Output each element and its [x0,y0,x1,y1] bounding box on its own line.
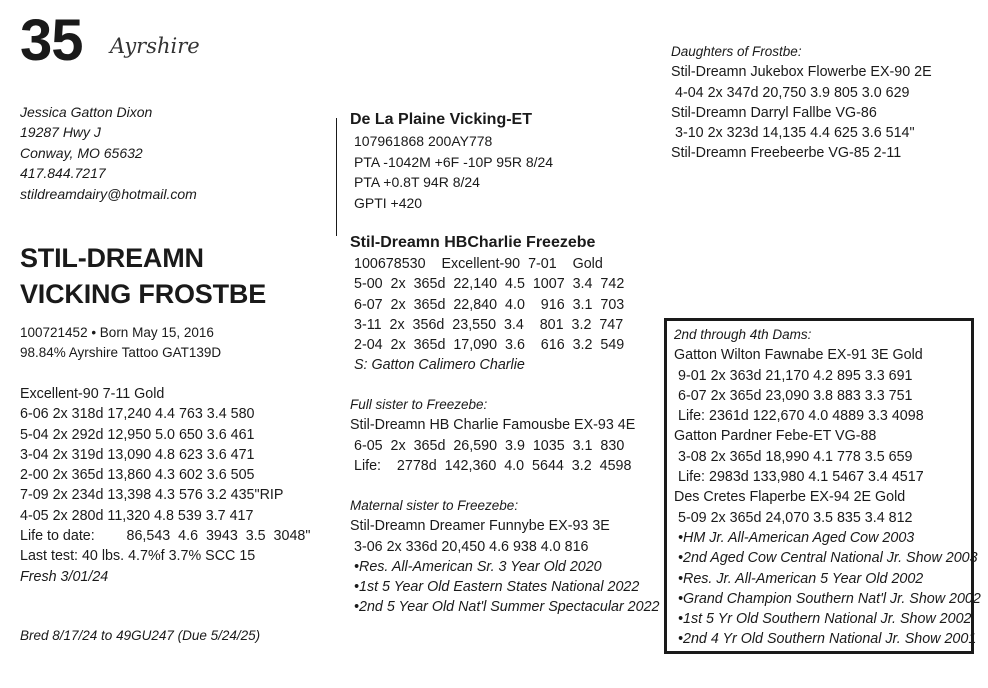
cow-life-to-date: Life to date: 86,543 4.6 3943 3.5 3048" [20,528,311,545]
dam-record-row: 3-11 2x 356d 23,550 3.4 801 3.2 747 [354,316,624,333]
sire-name: De La Plaine Vicking-ET [350,111,532,128]
full-sister-record: 6-05 2x 365d 26,590 3.9 1035 3.1 830 [354,437,625,454]
ancestor-dam-name: Des Cretes Flaperbe EX-94 2E Gold [674,489,906,506]
cow-last-test: Last test: 40 lbs. 4.7%f 3.7% SCC 15 [20,548,256,565]
ancestor-dam-name: Gatton Pardner Febe-ET VG-88 [674,428,877,445]
sire-divider [336,118,337,236]
cow-name-line1: STIL-DREAMN [20,243,204,273]
maternal-sister-honor: •Res. All-American Sr. 3 Year Old 2020 [354,558,602,575]
maternal-sister-honor: •1st 5 Year Old Eastern States National 2022 [354,579,640,596]
ancestor-dam-record: 9-01 2x 363d 21,170 4.2 895 3.3 691 [678,367,913,384]
maternal-sister-heading: Maternal sister to Freezebe: [350,498,519,513]
cow-bred-info: Bred 8/17/24 to 49GU247 (Due 5/24/25) [20,628,261,643]
ancestor-dam-honor: •HM Jr. All-American Aged Cow 2003 [678,529,915,546]
dams-box-content [674,325,981,650]
ancestor-dam-honor: •2nd 4 Yr Old Southern National Jr. Show 2001 [678,631,977,648]
sire-info-line: GPTI +420 [354,194,423,211]
cow-record-row: 4-05 2x 280d 11,320 4.8 539 3.7 417 [20,507,254,524]
sire-info-line: PTA +0.8T 94R 8/24 [354,174,480,190]
ancestor-dam-honor: •2nd Aged Cow Central National Jr. Show 2003 [678,550,978,567]
lot-number: 35 [20,8,83,73]
daughter-record: 3-10 2x 323d 14,135 4.4 625 3.6 514" [675,125,915,142]
ancestor-dam-honor: •Grand Champion Southern Nat'l Jr. Show 2002 [678,590,981,607]
owner-address: 19287 Hwy J [20,124,101,141]
full-sister-heading: Full sister to Freezebe: [350,397,488,412]
cow-name [20,240,266,312]
cow-name-line2: VICKING FROSTBE [20,279,267,309]
ancestor-dam-record: 3-08 2x 365d 18,990 4.1 778 3.5 659 [678,448,913,465]
full-sister-name: Stil-Dreamn HB Charlie Famousbe EX-93 4E [350,417,636,434]
daughter-record: 4-04 2x 347d 20,750 3.9 805 3.0 629 [675,84,910,101]
dam-id-line: 100678530 Excellent-90 7-01 Gold [354,256,603,272]
dams-box-heading: 2nd through 4th Dams: [674,327,812,342]
cow-record-row: 2-00 2x 365d 13,860 4.3 602 3.6 505 [20,467,255,484]
daughter-name: Stil-Dreamn Jukebox Flowerbe EX-90 2E [671,64,932,81]
daughter-name: Stil-Dreamn Darryl Fallbe VG-86 [671,104,877,121]
ancestor-dam-name: Gatton Wilton Fawnabe EX-91 3E Gold [674,347,923,364]
maternal-sister-record: 3-06 2x 336d 20,450 4.6 938 4.0 816 [354,538,589,555]
owner-name: Jessica Gatton Dixon [20,104,153,120]
dam-record-row: 5-00 2x 365d 22,140 4.5 1007 3.4 742 [354,276,625,293]
sire-info-line: PTA -1042M +6F -10P 95R 8/24 [354,153,554,170]
dam-record-row: 2-04 2x 365d 17,090 3.6 616 3.2 549 [354,337,625,354]
cow-record-row: 6-06 2x 318d 17,240 4.4 763 3.4 580 [20,406,255,423]
dam-record-row: 6-07 2x 365d 22,840 4.0 916 3.1 703 [354,296,625,313]
daughter-name: Stil-Dreamn Freebeerbe VG-85 2-11 [671,145,902,162]
maternal-sister-name: Stil-Dreamn Dreamer Funnybe EX-93 3E [350,518,610,535]
ancestor-dam-record: Life: 2361d 122,670 4.0 4889 3.3 4098 [678,408,924,425]
owner-phone: 417.844.7217 [20,165,106,182]
cow-fresh-date: Fresh 3/01/24 [20,568,109,585]
ancestor-dam-honor: •1st 5 Yr Old Southern National Jr. Show 2002 [678,611,972,628]
sire-info-line: 107961868 200AY778 [354,133,493,149]
dam-block [350,232,624,376]
dam-sire-line: S: Gatton Calimero Charlie [354,357,525,374]
dam-name: Stil-Dreamn HBCharlie Freezebe [350,234,596,251]
owner-contact [20,102,197,204]
full-sister-block [350,395,635,476]
daughters-block [671,42,932,164]
full-sister-record: Life: 2778d 142,360 4.0 5644 3.2 4598 [354,457,632,474]
owner-city: Conway, MO 65632 [20,144,143,161]
maternal-sister-honor: •2nd 5 Year Old Nat'l Summer Spectacular 2022 [354,599,660,616]
cow-records-block [20,384,310,587]
cow-breed-line: 98.84% Ayrshire Tattoo GAT139D [20,345,222,361]
cow-record-row: 7-09 2x 234d 13,398 4.3 576 3.2 435"RIP [20,487,284,504]
ancestor-dam-record: Life: 2983d 133,980 4.1 5467 3.4 4517 [678,469,924,486]
daughters-heading: Daughters of Frostbe: [671,44,802,59]
cow-record-row: 3-04 2x 319d 13,090 4.8 623 3.6 471 [20,446,255,463]
owner-email: stildreamdairy@hotmail.com [20,185,197,202]
cow-id-line: 100721452 • Born May 15, 2016 [20,325,214,340]
cow-record-row: 5-04 2x 292d 12,950 5.0 650 3.6 461 [20,426,255,443]
cow-id-block [20,323,221,364]
ancestor-dam-honor: •Res. Jr. All-American 5 Year Old 2002 [678,570,924,587]
ancestor-dam-record: 6-07 2x 365d 23,090 3.8 883 3.3 751 [678,387,913,404]
maternal-sister-block [350,496,660,618]
breed-label: Ayrshire [110,34,200,58]
cow-classification: Excellent-90 7-11 Gold [20,386,165,402]
sire-block [350,109,553,213]
ancestor-dam-record: 5-09 2x 365d 24,070 3.5 835 3.4 812 [678,509,913,526]
